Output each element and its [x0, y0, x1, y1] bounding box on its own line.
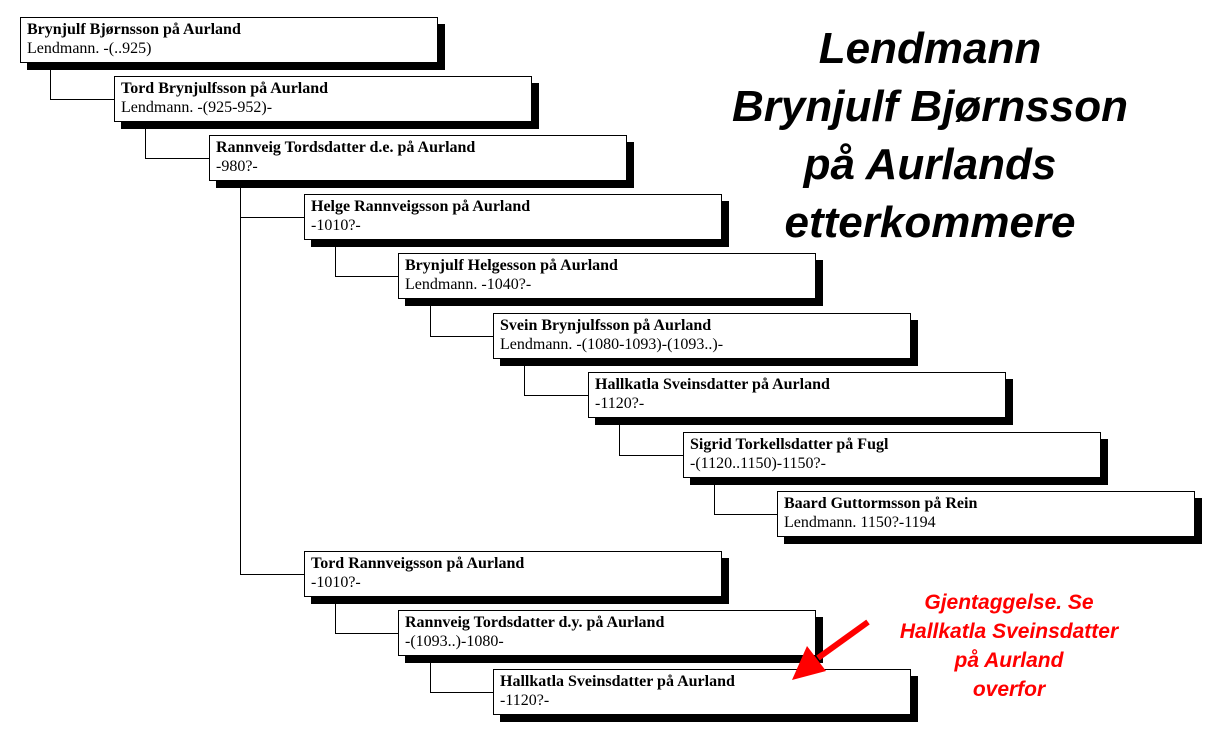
- person-name: Hallkatla Sveinsdatter på Aurland: [500, 673, 735, 690]
- person-info: Lendmann. -(925-952)-: [121, 99, 273, 116]
- annotation-line: Hallkatla Sveinsdatter: [899, 620, 1119, 643]
- person-name: Sigrid Torkellsdatter på Fugl: [690, 436, 889, 453]
- person-info: -1010?-: [311, 217, 361, 234]
- person-info: -(1093..)-1080-: [405, 633, 504, 650]
- person-name: Tord Brynjulfsson på Aurland: [121, 80, 329, 97]
- person-name: Baard Guttormsson på Rein: [784, 495, 978, 512]
- title-line: på Aurlands: [803, 140, 1057, 189]
- person-name: Brynjulf Bjørnsson på Aurland: [27, 21, 241, 38]
- person-name: Tord Rannveigsson på Aurland: [311, 555, 525, 572]
- person-info: -1120?-: [500, 692, 550, 709]
- person-info: Lendmann. -(1080-1093)-(1093..)-: [500, 336, 724, 353]
- person-name: Rannveig Tordsdatter d.y. på Aurland: [405, 614, 665, 631]
- arrow-head-icon: [792, 646, 826, 680]
- person-info: Lendmann. 1150?-1194: [784, 514, 936, 531]
- person-info: -(1120..1150)-1150?-: [690, 455, 826, 472]
- person-name: Brynjulf Helgesson på Aurland: [405, 257, 618, 274]
- title-line: etterkommere: [784, 198, 1076, 247]
- person-info: -980?-: [216, 158, 258, 175]
- annotation-line: Gjentaggelse. Se: [924, 591, 1094, 614]
- title-line: Lendmann: [818, 24, 1042, 73]
- annotation-line: overfor: [972, 678, 1046, 701]
- person-name: Svein Brynjulfsson på Aurland: [500, 317, 712, 334]
- annotation-line: på Aurland: [954, 649, 1064, 672]
- person-info: -1120?-: [595, 395, 645, 412]
- person-info: Lendmann. -(..925): [27, 40, 152, 57]
- person-info: Lendmann. -1040?-: [405, 276, 532, 293]
- title-line: Brynjulf Bjørnsson: [731, 82, 1129, 131]
- person-name: Helge Rannveigsson på Aurland: [311, 198, 531, 215]
- person-name: Hallkatla Sveinsdatter på Aurland: [595, 376, 830, 393]
- person-info: -1010?-: [311, 574, 361, 591]
- person-name: Rannveig Tordsdatter d.e. på Aurland: [216, 139, 476, 156]
- arrow-shaft: [818, 622, 868, 658]
